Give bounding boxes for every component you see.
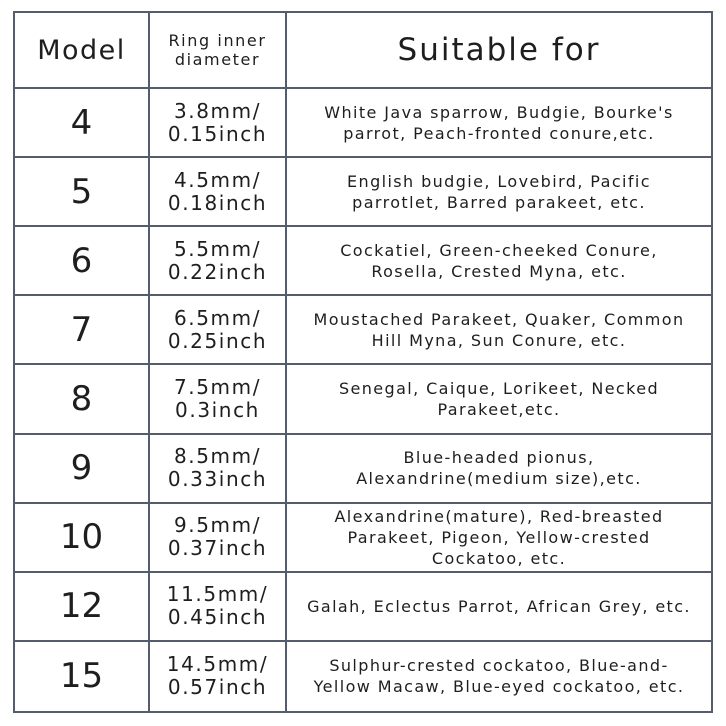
ring-diameter-cell: 6.5mm/ 0.25inch: [150, 296, 287, 365]
ring-diameter-cell: 9.5mm/ 0.37inch: [150, 504, 287, 573]
header-model: Model: [15, 13, 150, 89]
suitable-for-cell: Moustached Parakeet, Quaker, Common Hill Myna, Sun Conure, etc.: [287, 296, 711, 365]
model-cell: 8: [15, 365, 150, 434]
ring-diameter-cell: 7.5mm/ 0.3inch: [150, 365, 287, 434]
suitable-for-cell: White Java sparrow, Budgie, Bourke's parrot, Peach-fronted conure,etc.: [287, 89, 711, 158]
suitable-for-cell: Cockatiel, Green-cheeked Conure, Rosella, Crested Myna, etc.: [287, 227, 711, 296]
model-cell: 15: [15, 642, 150, 711]
suitable-for-cell: Sulphur-crested cockatoo, Blue-and- Yellow Macaw, Blue-eyed cockatoo, etc.: [313, 656, 685, 697]
model-cell: 10: [15, 504, 150, 573]
ring-diameter-cell: 14.5mm/ 0.57inch: [150, 642, 287, 711]
ring-diameter-cell: 4.5mm/ 0.18inch: [150, 158, 287, 227]
suitable-for-cell: Blue-headed pionus, Alexandrine(medium size),etc.: [287, 435, 711, 504]
header-suitable-for: Suitable for: [287, 13, 711, 89]
ring-diameter-cell: 11.5mm/ 0.45inch: [150, 573, 287, 642]
ring-diameter-cell: 3.8mm/ 0.15inch: [150, 89, 287, 158]
suitable-for-cell: Alexandrine(mature), Red-breasted Parakeet, Pigeon, Yellow-crested Cockatoo, etc.: [287, 504, 711, 573]
model-cell: 4: [15, 89, 150, 158]
header-ring-inner-diameter: Ring inner diameter: [150, 13, 287, 89]
model-cell: 7: [15, 296, 150, 365]
model-cell: 9: [15, 435, 150, 504]
model-cell: 5: [15, 158, 150, 227]
ring-diameter-cell: 8.5mm/ 0.33inch: [150, 435, 287, 504]
model-cell: 6: [15, 227, 150, 296]
suitable-for-cell: Senegal, Caique, Lorikeet, Necked Parakeet,etc.: [287, 365, 711, 434]
suitable-for-cell: English budgie, Lovebird, Pacific parrotlet, Barred parakeet, etc.: [287, 158, 711, 227]
model-cell: 12: [15, 573, 150, 642]
ring-size-table: [13, 11, 713, 713]
suitable-for-cell: Galah, Eclectus Parrot, African Grey, etc.: [287, 573, 711, 642]
ring-diameter-cell: 5.5mm/ 0.22inch: [150, 227, 287, 296]
